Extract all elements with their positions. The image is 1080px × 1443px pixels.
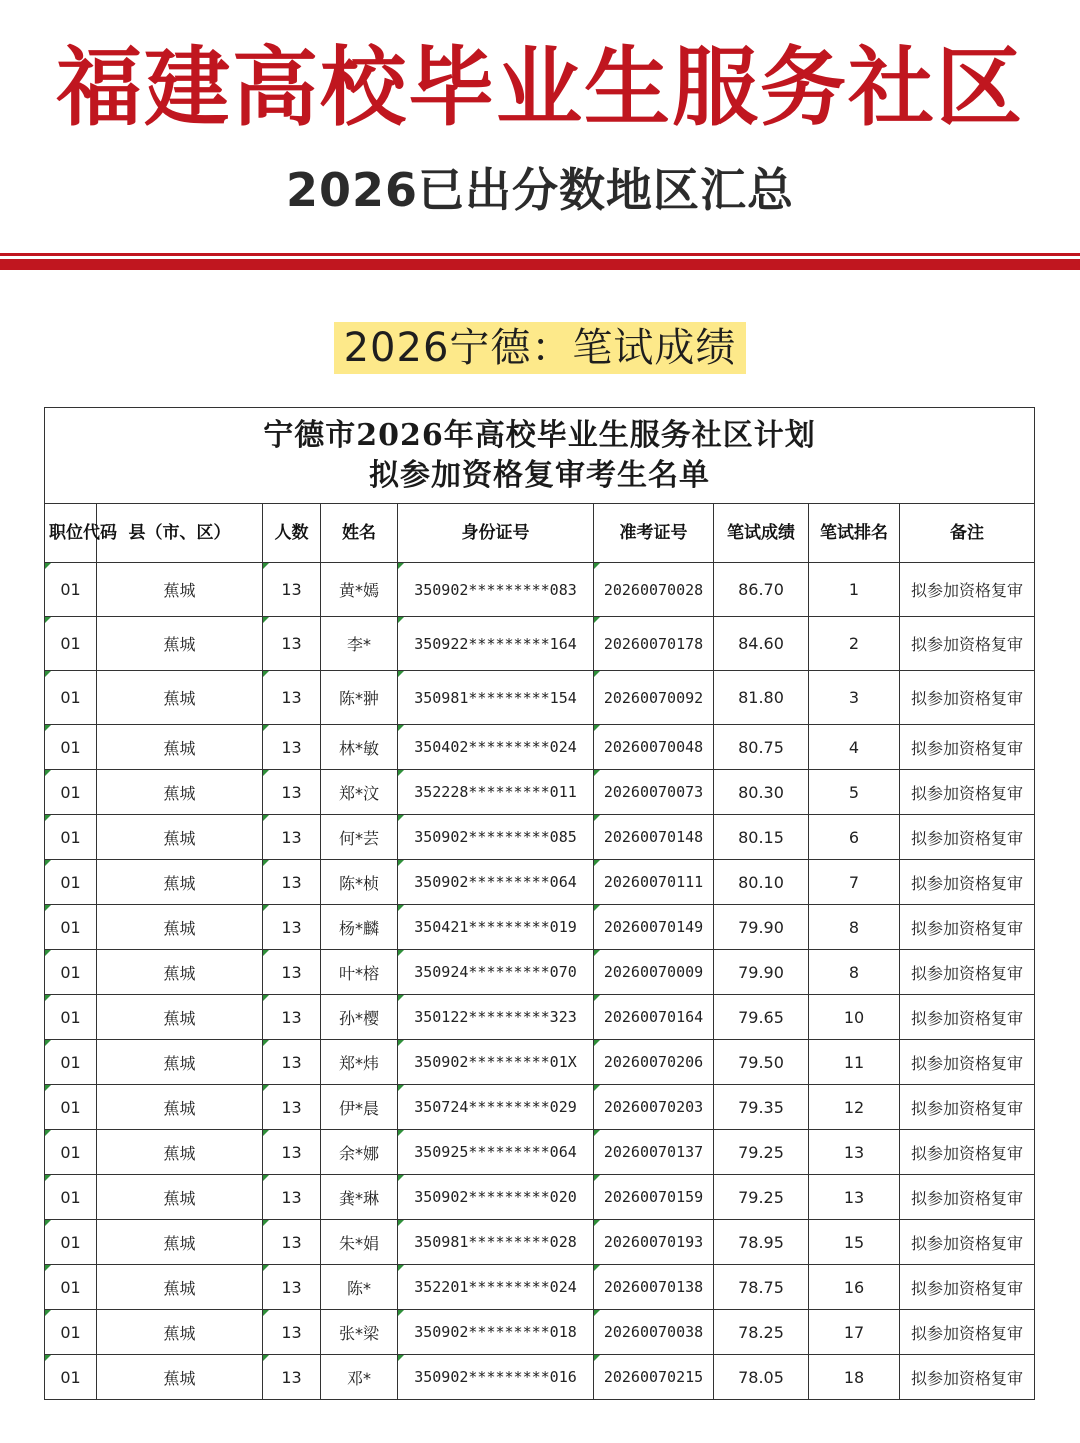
cell-written-score: 79.25 (714, 1130, 809, 1175)
table-row (45, 1040, 1035, 1085)
cell-written-rank: 1 (809, 563, 900, 617)
cell-remarks: 拟参加资格复审 (900, 1130, 1035, 1175)
table-row (45, 563, 1035, 617)
cell-written-score: 79.50 (714, 1040, 809, 1085)
caption-line-2: 拟参加资格复审考生名单 (369, 457, 710, 493)
cell-admission-number: 20260070149 (594, 905, 714, 950)
cell-id-number: 350421*********019 (398, 905, 594, 950)
col-head-written-rank: 笔试排名 (809, 504, 900, 563)
cell-headcount: 13 (263, 995, 321, 1040)
cell-headcount: 13 (263, 1220, 321, 1265)
score-sheet (44, 407, 1034, 1400)
cell-admission-number: 20260070193 (594, 1220, 714, 1265)
col-head-county: 县（市、区） (97, 504, 263, 563)
cell-remarks: 拟参加资格复审 (900, 1265, 1035, 1310)
cell-candidate-name: 杨*麟 (321, 905, 398, 950)
cell-written-score: 84.60 (714, 617, 809, 671)
cell-county: 蕉城 (97, 1040, 263, 1085)
cell-admission-number: 20260070092 (594, 671, 714, 725)
cell-position-code: 01 (45, 1265, 97, 1310)
cell-candidate-name: 黄*嫣 (321, 563, 398, 617)
cell-written-score: 79.90 (714, 905, 809, 950)
banner-title: 福建高校毕业生服务社区 (56, 38, 1024, 138)
cell-id-number: 350902*********01X (398, 1040, 594, 1085)
cell-remarks: 拟参加资格复审 (900, 1310, 1035, 1355)
cell-headcount: 13 (263, 1085, 321, 1130)
cell-candidate-name: 何*芸 (321, 815, 398, 860)
cell-position-code: 01 (45, 725, 97, 770)
cell-county: 蕉城 (97, 1265, 263, 1310)
cell-remarks: 拟参加资格复审 (900, 770, 1035, 815)
caption-row (45, 408, 1035, 504)
cell-admission-number: 20260070038 (594, 1310, 714, 1355)
cell-id-number: 350902*********018 (398, 1310, 594, 1355)
cell-admission-number: 20260070137 (594, 1130, 714, 1175)
cell-candidate-name: 李* (321, 617, 398, 671)
cell-position-code: 01 (45, 950, 97, 995)
cell-id-number: 350902*********020 (398, 1175, 594, 1220)
cell-admission-number: 20260070178 (594, 617, 714, 671)
cell-admission-number: 20260070138 (594, 1265, 714, 1310)
table-row (45, 815, 1035, 860)
table-row (45, 860, 1035, 905)
cell-written-rank: 6 (809, 815, 900, 860)
cell-county: 蕉城 (97, 563, 263, 617)
col-head-id-number: 身份证号 (398, 504, 594, 563)
cell-written-rank: 13 (809, 1175, 900, 1220)
cell-written-rank: 18 (809, 1355, 900, 1400)
cell-county: 蕉城 (97, 1220, 263, 1265)
col-head-remarks: 备注 (900, 504, 1035, 563)
cell-id-number: 350402*********024 (398, 725, 594, 770)
divider-thick (0, 259, 1080, 270)
cell-position-code: 01 (45, 815, 97, 860)
cell-id-number: 350981*********028 (398, 1220, 594, 1265)
cell-admission-number: 20260070148 (594, 815, 714, 860)
cell-written-score: 86.70 (714, 563, 809, 617)
cell-written-rank: 12 (809, 1085, 900, 1130)
cell-candidate-name: 陈*翀 (321, 671, 398, 725)
table-row (45, 617, 1035, 671)
cell-candidate-name: 陈*桢 (321, 860, 398, 905)
cell-county: 蕉城 (97, 1355, 263, 1400)
cell-county: 蕉城 (97, 815, 263, 860)
cell-county: 蕉城 (97, 1310, 263, 1355)
cell-headcount: 13 (263, 1175, 321, 1220)
cell-id-number: 350122*********323 (398, 995, 594, 1040)
cell-headcount: 13 (263, 1040, 321, 1085)
cell-written-score: 79.35 (714, 1085, 809, 1130)
cell-written-score: 78.95 (714, 1220, 809, 1265)
cell-headcount: 13 (263, 617, 321, 671)
cell-written-score: 79.90 (714, 950, 809, 995)
cell-position-code: 01 (45, 1220, 97, 1265)
cell-county: 蕉城 (97, 995, 263, 1040)
cell-written-rank: 5 (809, 770, 900, 815)
cell-remarks: 拟参加资格复审 (900, 725, 1035, 770)
col-head-name: 姓名 (321, 504, 398, 563)
cell-written-score: 78.75 (714, 1265, 809, 1310)
cell-remarks: 拟参加资格复审 (900, 1355, 1035, 1400)
table-row (45, 950, 1035, 995)
cell-written-rank: 2 (809, 617, 900, 671)
section-label: 2026宁德：笔试成绩 (334, 322, 747, 374)
cell-candidate-name: 朱*娟 (321, 1220, 398, 1265)
cell-admission-number: 20260070111 (594, 860, 714, 905)
cell-remarks: 拟参加资格复审 (900, 995, 1035, 1040)
cell-written-score: 78.25 (714, 1310, 809, 1355)
table-row (45, 1175, 1035, 1220)
cell-position-code: 01 (45, 671, 97, 725)
cell-admission-number: 20260070159 (594, 1175, 714, 1220)
cell-county: 蕉城 (97, 617, 263, 671)
cell-id-number: 350924*********070 (398, 950, 594, 995)
cell-headcount: 13 (263, 563, 321, 617)
cell-county: 蕉城 (97, 725, 263, 770)
cell-headcount: 13 (263, 950, 321, 995)
cell-written-rank: 11 (809, 1040, 900, 1085)
cell-county: 蕉城 (97, 950, 263, 995)
caption-line-1: 宁德市2026年高校毕业生服务社区计划 (263, 417, 816, 453)
cell-admission-number: 20260070073 (594, 770, 714, 815)
col-head-written-score: 笔试成绩 (714, 504, 809, 563)
cell-position-code: 01 (45, 1310, 97, 1355)
cell-headcount: 13 (263, 725, 321, 770)
cell-position-code: 01 (45, 617, 97, 671)
table-caption (45, 408, 1035, 504)
cell-id-number: 350902*********064 (398, 860, 594, 905)
cell-candidate-name: 孙*樱 (321, 995, 398, 1040)
cell-admission-number: 20260070028 (594, 563, 714, 617)
cell-remarks: 拟参加资格复审 (900, 905, 1035, 950)
table-row (45, 1310, 1035, 1355)
table-row (45, 1130, 1035, 1175)
cell-position-code: 01 (45, 905, 97, 950)
cell-position-code: 01 (45, 1085, 97, 1130)
section-label-wrap (0, 322, 1080, 374)
cell-remarks: 拟参加资格复审 (900, 860, 1035, 905)
cell-written-rank: 15 (809, 1220, 900, 1265)
cell-written-score: 80.75 (714, 725, 809, 770)
cell-id-number: 350922*********164 (398, 617, 594, 671)
cell-headcount: 13 (263, 1130, 321, 1175)
cell-position-code: 01 (45, 1355, 97, 1400)
cell-county: 蕉城 (97, 860, 263, 905)
cell-admission-number: 20260070048 (594, 725, 714, 770)
cell-headcount: 13 (263, 860, 321, 905)
cell-remarks: 拟参加资格复审 (900, 563, 1035, 617)
cell-written-score: 79.65 (714, 995, 809, 1040)
cell-remarks: 拟参加资格复审 (900, 617, 1035, 671)
cell-id-number: 352228*********011 (398, 770, 594, 815)
cell-written-rank: 3 (809, 671, 900, 725)
cell-headcount: 13 (263, 1265, 321, 1310)
cell-admission-number: 20260070009 (594, 950, 714, 995)
cell-headcount: 13 (263, 770, 321, 815)
cell-written-rank: 13 (809, 1130, 900, 1175)
cell-admission-number: 20260070215 (594, 1355, 714, 1400)
cell-headcount: 13 (263, 1355, 321, 1400)
header-row (45, 504, 1035, 563)
table-row (45, 671, 1035, 725)
cell-county: 蕉城 (97, 1175, 263, 1220)
cell-written-rank: 10 (809, 995, 900, 1040)
table-row (45, 725, 1035, 770)
cell-id-number: 350925*********064 (398, 1130, 594, 1175)
table-row (45, 1265, 1035, 1310)
cell-id-number: 352201*********024 (398, 1265, 594, 1310)
cell-position-code: 01 (45, 1175, 97, 1220)
cell-candidate-name: 邓* (321, 1355, 398, 1400)
cell-candidate-name: 龚*琳 (321, 1175, 398, 1220)
cell-id-number: 350902*********016 (398, 1355, 594, 1400)
table-row (45, 905, 1035, 950)
cell-candidate-name: 郑*炜 (321, 1040, 398, 1085)
cell-written-score: 80.30 (714, 770, 809, 815)
cell-remarks: 拟参加资格复审 (900, 671, 1035, 725)
table-row (45, 1220, 1035, 1265)
cell-written-rank: 7 (809, 860, 900, 905)
cell-written-rank: 8 (809, 950, 900, 995)
cell-county: 蕉城 (97, 671, 263, 725)
cell-written-rank: 8 (809, 905, 900, 950)
cell-written-score: 81.80 (714, 671, 809, 725)
cell-written-rank: 4 (809, 725, 900, 770)
cell-id-number: 350902*********085 (398, 815, 594, 860)
cell-candidate-name: 余*娜 (321, 1130, 398, 1175)
cell-headcount: 13 (263, 1310, 321, 1355)
cell-position-code: 01 (45, 1130, 97, 1175)
cell-remarks: 拟参加资格复审 (900, 1085, 1035, 1130)
col-head-position-code: 职位代码 (45, 504, 97, 563)
cell-admission-number: 20260070203 (594, 1085, 714, 1130)
cell-remarks: 拟参加资格复审 (900, 1175, 1035, 1220)
cell-county: 蕉城 (97, 1130, 263, 1175)
cell-position-code: 01 (45, 1040, 97, 1085)
table-row (45, 1355, 1035, 1400)
cell-written-rank: 17 (809, 1310, 900, 1355)
col-head-count: 人数 (263, 504, 321, 563)
cell-headcount: 13 (263, 671, 321, 725)
cell-written-score: 80.10 (714, 860, 809, 905)
cell-id-number: 350981*********154 (398, 671, 594, 725)
cell-candidate-name: 郑*汶 (321, 770, 398, 815)
cell-remarks: 拟参加资格复审 (900, 1220, 1035, 1265)
cell-position-code: 01 (45, 563, 97, 617)
cell-headcount: 13 (263, 815, 321, 860)
cell-county: 蕉城 (97, 770, 263, 815)
banner-subtitle: 2026已出分数地区汇总 (285, 163, 795, 217)
cell-id-number: 350902*********083 (398, 563, 594, 617)
roster-body (45, 563, 1035, 1400)
cell-candidate-name: 陈* (321, 1265, 398, 1310)
table-row (45, 995, 1035, 1040)
cell-written-score: 78.05 (714, 1355, 809, 1400)
cell-candidate-name: 张*梁 (321, 1310, 398, 1355)
cell-county: 蕉城 (97, 1085, 263, 1130)
cell-written-score: 80.15 (714, 815, 809, 860)
cell-written-score: 79.25 (714, 1175, 809, 1220)
cell-position-code: 01 (45, 995, 97, 1040)
divider-thin (0, 253, 1080, 256)
col-head-admission-number: 准考证号 (594, 504, 714, 563)
cell-headcount: 13 (263, 905, 321, 950)
cell-admission-number: 20260070206 (594, 1040, 714, 1085)
cell-remarks: 拟参加资格复审 (900, 950, 1035, 995)
cell-remarks: 拟参加资格复审 (900, 1040, 1035, 1085)
cell-candidate-name: 叶*榕 (321, 950, 398, 995)
cell-admission-number: 20260070164 (594, 995, 714, 1040)
table-row (45, 1085, 1035, 1130)
roster-table (44, 407, 1035, 1400)
cell-position-code: 01 (45, 770, 97, 815)
cell-position-code: 01 (45, 860, 97, 905)
cell-id-number: 350724*********029 (398, 1085, 594, 1130)
cell-candidate-name: 林*敏 (321, 725, 398, 770)
cell-county: 蕉城 (97, 905, 263, 950)
cell-candidate-name: 伊*晨 (321, 1085, 398, 1130)
cell-written-rank: 16 (809, 1265, 900, 1310)
table-row (45, 770, 1035, 815)
cell-remarks: 拟参加资格复审 (900, 815, 1035, 860)
